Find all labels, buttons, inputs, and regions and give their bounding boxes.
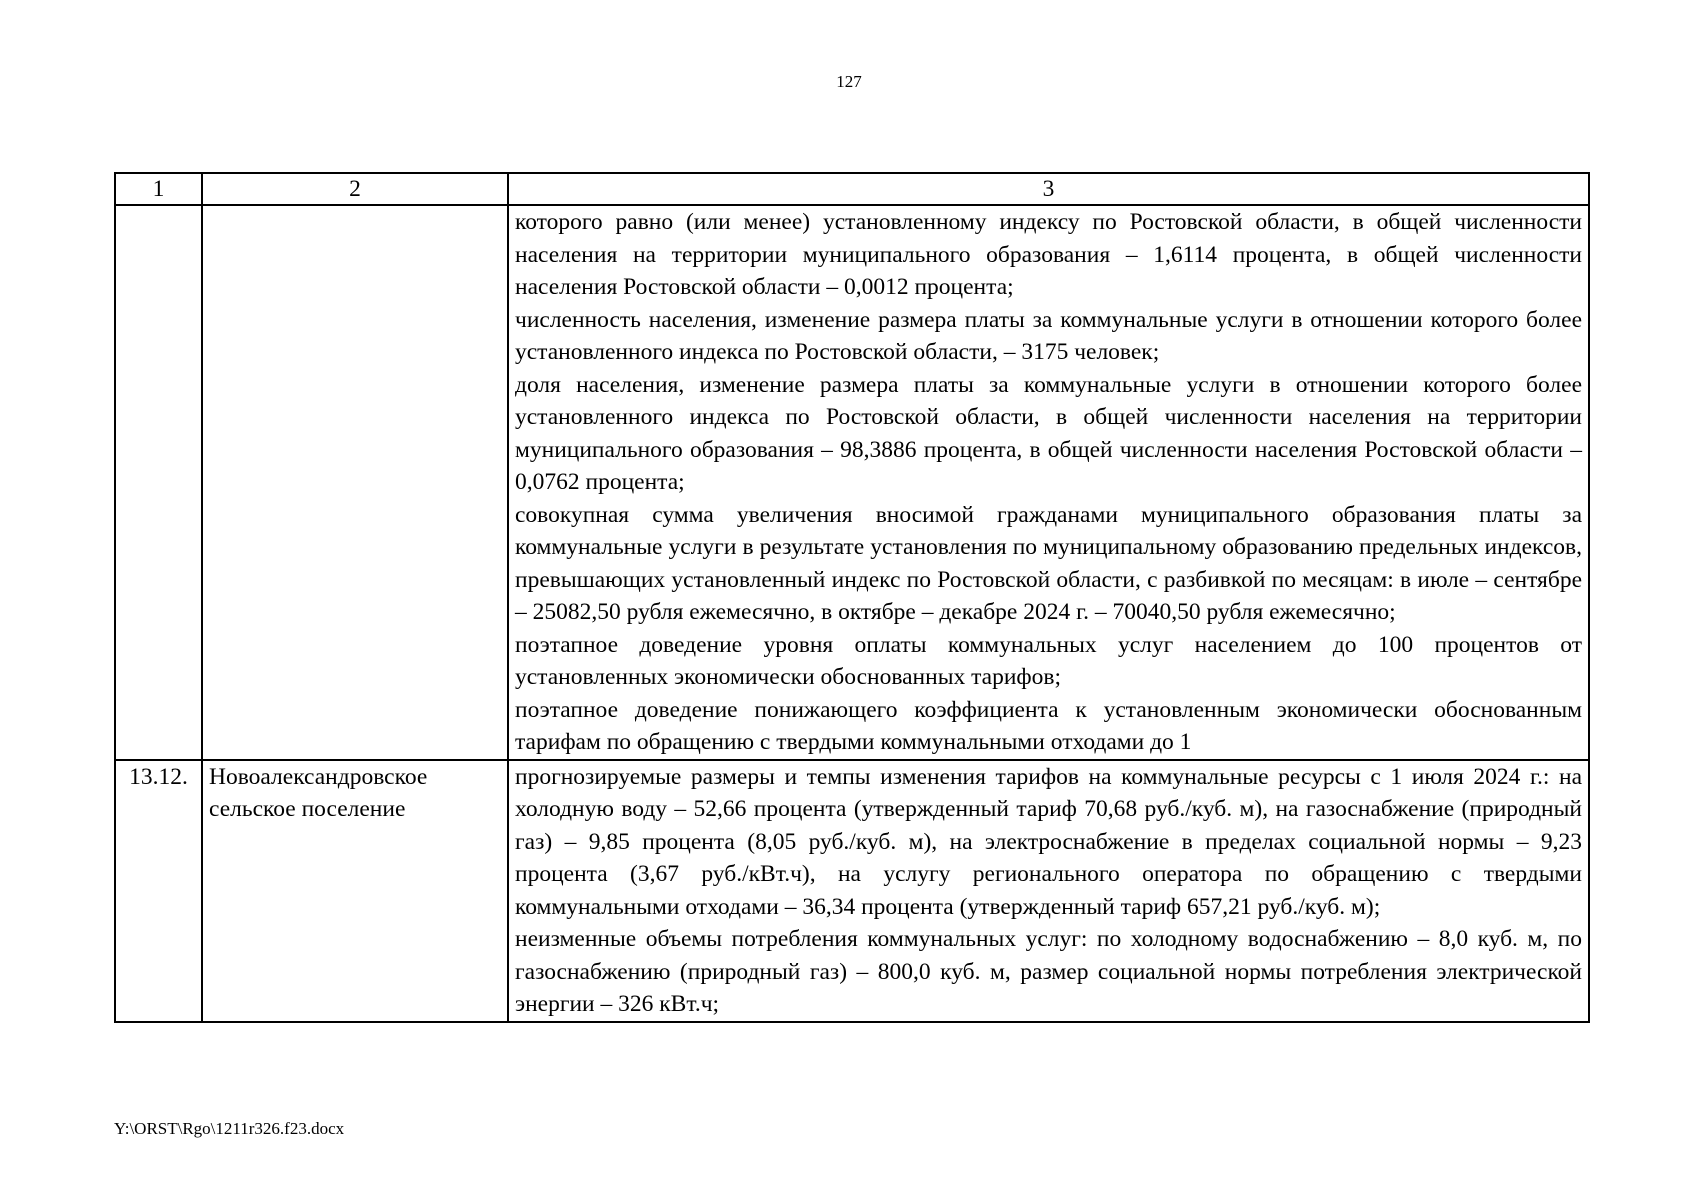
row-number-cell-empty <box>115 205 202 760</box>
footer-file-path: Y:\ORST\Rgo\1211r326.f23.docx <box>114 1119 345 1138</box>
column-header-3: 3 <box>508 173 1589 205</box>
table-row-continuation <box>115 205 1589 760</box>
row-description-cell <box>508 205 1589 760</box>
settlement-name: Новоалександровское сельское поселение <box>202 760 508 1022</box>
table-header-row <box>115 173 1589 205</box>
paragraph-tariff-forecast: прогнозируемые размеры и темпы изменения тарифов на коммунальные ресурсы с 1 июля 2024 г.: на холодную воду – 52,66 процента (утвержденный тариф 70,68 руб./куб. м), на газоснабжение (природный газ) – 9,85 процента (8,05 руб./куб. м), на электроснабжение в пределах социальной нормы – 9,23 процента (3,67 руб./кВт.ч), на услугу регионального оператора по обращению с твердыми коммунальными отходами – 36,34 процента (утвержденный тариф 657,21 руб./куб. м); <box>515 763 1582 920</box>
paragraph-payment-level: поэтапное доведение уровня оплаты коммунальных услуг населением до 100 процентов от установленных экономически обоснованных тарифов; <box>515 631 1582 690</box>
row-name-cell-empty <box>202 205 508 760</box>
table-row-13-12 <box>115 760 1589 1022</box>
column-header-1: 1 <box>115 173 202 205</box>
column-header-2: 2 <box>202 173 508 205</box>
document-table <box>114 172 1590 1023</box>
paragraph-consumption-volumes: неизменные объемы потребления коммунальных услуг: по холодному водоснабжению – 8,0 куб. м, по газоснабжению (природный газ) – 800,0 куб. м, размер социальной нормы потребления электрической энергии – 326 кВт.ч; <box>515 926 1582 1017</box>
row-number: 13.12. <box>115 760 202 1022</box>
row-description-cell <box>508 760 1589 1022</box>
paragraph-share-at-or-below-index: которого равно (или менее) установленному индексу по Ростовской области, в общей численности населения на территории муниципального образования – 1,6114 процента, в общей численности населения Ростовской области – 0,0012 процента; <box>515 209 1582 300</box>
paragraph-population-above-index: численность населения, изменение размера платы за коммунальные услуги в отношении которого более установленного индекса по Ростовской области, – 3175 человек; <box>515 306 1582 365</box>
paragraph-share-above-index: доля населения, изменение размера платы за коммунальные услуги в отношении которого более установленного индекса по Ростовской области, в общей численности населения на территории муниципального образования – 98,3886 процента, в общей численности населения Ростовской области – 0,0762 процента; <box>515 371 1582 495</box>
page-number: 127 <box>836 72 862 91</box>
paragraph-reducing-coefficient: поэтапное доведение понижающего коэффициента к установленным экономически обоснованным тарифам по обращению с твердыми коммунальными отходами до 1 <box>515 696 1582 755</box>
paragraph-total-increase: совокупная сумма увеличения вносимой гражданами муниципального образования платы за коммунальные услуги в результате установления по муниципальному образованию предельных индексов, превышающих установленный индекс по Ростовской области, с разбивкой по месяцам: в июле – сентябре – 25082,50 рубля ежемесячно, в октябре – декабре 2024 г. – 70040,50 рубля ежемесячно; <box>515 501 1582 625</box>
